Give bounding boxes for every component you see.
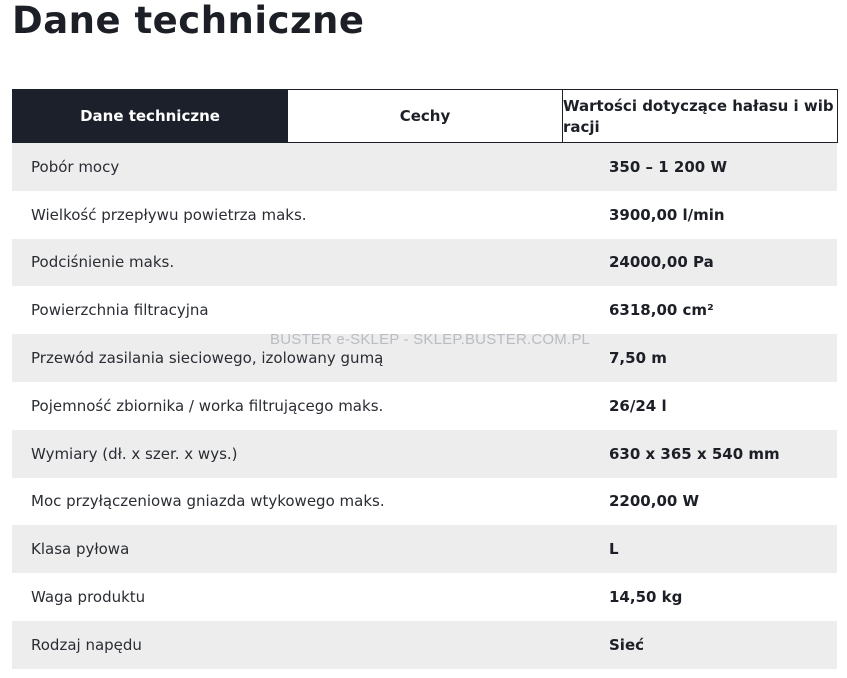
spec-label: Moc przyłączeniowa gniazda wtykowego maks. — [31, 492, 385, 511]
spec-table — [12, 143, 837, 669]
tab-cechy[interactable]: Cechy — [288, 89, 563, 143]
spec-row — [12, 621, 837, 669]
spec-row — [12, 191, 837, 239]
spec-label: Klasa pyłowa — [31, 540, 130, 559]
spec-label: Pobór mocy — [31, 157, 120, 176]
spec-label: Powierzchnia filtracyjna — [31, 301, 209, 320]
spec-row — [12, 143, 837, 191]
watermark: BUSTER e-SKLEP - SKLEP.BUSTER.COM.PL — [270, 331, 591, 348]
spec-label: Rodzaj napędu — [31, 635, 142, 654]
page-title: Dane techniczne — [12, 0, 365, 42]
spec-value: 350 – 1 200 W — [609, 157, 727, 176]
spec-label: Pojemność zbiornika / worka filtrującego maks. — [31, 396, 384, 415]
spec-value: 24000,00 Pa — [609, 253, 714, 272]
spec-row — [12, 334, 837, 382]
spec-value: 630 x 365 x 540 mm — [609, 444, 780, 463]
tab-halas-wibracje[interactable]: Wartości dotyczące hałasu i wibracji — [563, 89, 838, 143]
spec-value: L — [609, 540, 619, 559]
tab-dane-techniczne[interactable]: Dane techniczne — [12, 89, 288, 143]
spec-value: 2200,00 W — [609, 492, 700, 511]
spec-value: 6318,00 cm² — [609, 301, 714, 320]
spec-value: Sieć — [609, 635, 645, 654]
spec-label: Wymiary (dł. x szer. x wys.) — [31, 444, 238, 463]
spec-value: 7,50 m — [609, 349, 667, 368]
spec-row — [12, 478, 837, 526]
spec-row — [12, 382, 837, 430]
spec-row — [12, 573, 837, 621]
spec-row — [12, 239, 837, 287]
spec-label: Przewód zasilania sieciowego, izolowany gumą — [31, 349, 384, 368]
spec-label: Waga produktu — [31, 588, 146, 607]
spec-label: Wielkość przepływu powietrza maks. — [31, 205, 307, 224]
spec-row — [12, 286, 837, 334]
spec-row — [12, 525, 837, 573]
spec-value: 14,50 kg — [609, 588, 683, 607]
spec-row — [12, 430, 837, 478]
spec-value: 3900,00 l/min — [609, 205, 725, 224]
spec-value: 26/24 l — [609, 396, 667, 415]
tab-bar — [12, 89, 838, 143]
spec-label: Podciśnienie maks. — [31, 253, 175, 272]
